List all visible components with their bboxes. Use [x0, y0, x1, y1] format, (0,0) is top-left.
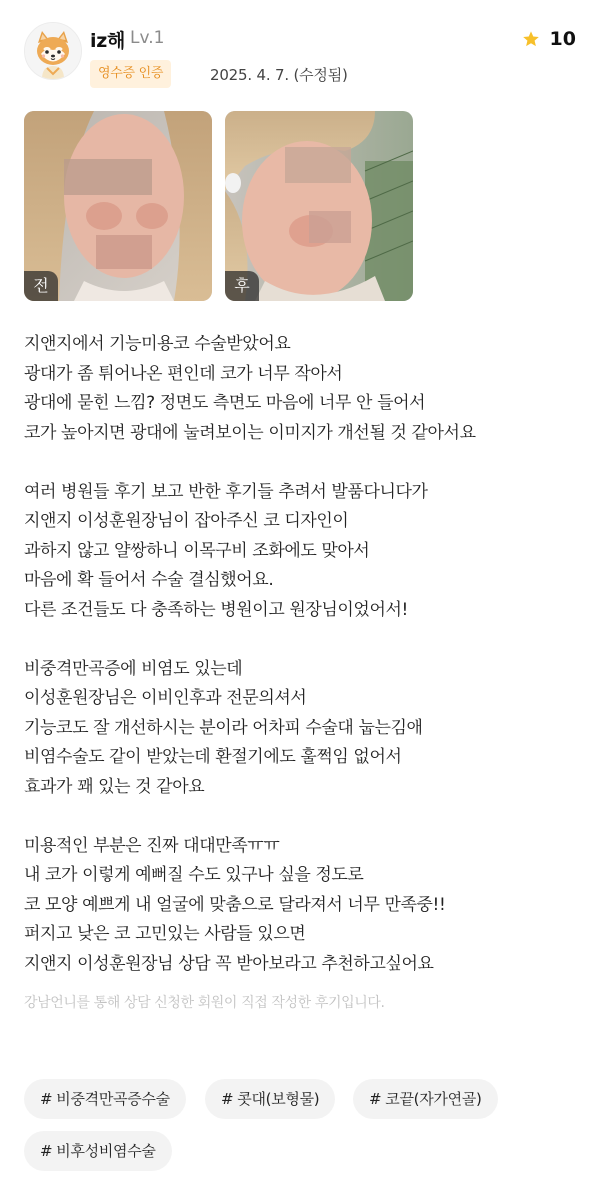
review-paragraph — [24, 832, 576, 980]
rating — [522, 28, 576, 50]
hash-icon: # — [369, 1090, 382, 1108]
review-paragraph — [24, 478, 576, 626]
after-photo[interactable] — [225, 111, 413, 301]
review-line: 비염수술도 같이 받았는데 환절기에도 훌쩍임 없어서 — [24, 747, 402, 767]
review-line: 미용적인 부분은 진짜 대대만족ㅠㅠ — [24, 835, 280, 856]
review-footnote: 강남언니를 통해 상담 신청한 회원이 직접 작성한 후기입니다. — [24, 995, 385, 1011]
review-line: 광대가 좀 튀어나온 편인데 코가 너무 작아서 — [24, 363, 343, 384]
review-line: 과하지 않고 얄쌍하니 이목구비 조화에도 맞아서 — [24, 540, 370, 561]
review-header — [24, 22, 576, 92]
tag-chip[interactable] — [24, 1131, 172, 1171]
author-name[interactable]: iz해 — [90, 30, 126, 52]
review-line: 지앤지에서 기능미용코 수술받았어요 — [24, 334, 291, 354]
tag-label: 코끝(자가연골) — [385, 1090, 482, 1108]
shiba-dog-avatar[interactable] — [24, 22, 82, 80]
before-label: 전 — [24, 271, 58, 301]
review-line: 마음에 확 들어서 수술 결심했어요. — [24, 570, 274, 590]
tag-chip[interactable] — [353, 1079, 498, 1119]
review-paragraph — [24, 655, 576, 803]
review-text — [24, 330, 576, 979]
rating-value: 10 — [549, 28, 576, 50]
review-line: 광대에 묻힌 느낌? 정면도 측면도 마음에 너무 안 들어서 — [24, 393, 426, 413]
review-paragraph — [24, 330, 576, 448]
hash-icon: # — [40, 1142, 53, 1160]
review-line: 여러 병원들 후기 보고 반한 후기들 추려서 발품다니다가 — [24, 481, 428, 502]
review-line: 기능코도 잘 개선하시는 분이라 어차피 수술대 눕는김애 — [24, 717, 423, 738]
tag-chip[interactable] — [205, 1079, 335, 1119]
tag-chip[interactable] — [24, 1079, 186, 1119]
hash-icon: # — [40, 1090, 53, 1108]
tag-label: 콧대(보형물) — [237, 1090, 320, 1108]
tag-label: 비중격만곡증수술 — [56, 1090, 170, 1108]
tag-label: 비후성비염수술 — [56, 1142, 156, 1160]
review-line: 퍼지고 낮은 코 고민있는 사람들 있으면 — [24, 924, 306, 944]
review-line: 효과가 꽤 있는 것 같아요 — [24, 776, 205, 797]
author-level: Lv.1 — [130, 28, 165, 48]
before-photo[interactable] — [24, 111, 212, 301]
review-date: 2025. 4. 7. (수정됨) — [210, 66, 348, 84]
hash-icon: # — [221, 1090, 234, 1108]
review-line: 지앤지 이성훈원장님이 잡아주신 코 디자인이 — [24, 511, 349, 531]
receipt-verified-badge: 영수증 인증 — [90, 60, 171, 88]
review-line: 코 모양 예쁘게 내 얼굴에 맞춤으로 달라져서 너무 만족중!! — [24, 894, 446, 915]
review-line: 비중격만곡증에 비염도 있는데 — [24, 658, 243, 679]
review-line: 내 코가 이렇게 예뻐질 수도 있구나 싶을 정도로 — [24, 865, 364, 885]
review-line: 이성훈원장님은 이비인후과 전문의셔서 — [24, 688, 307, 708]
review-line: 지앤지 이성훈원장님 상담 꼭 받아보라고 추천하고싶어요 — [24, 953, 434, 974]
review-line: 코가 높아지면 광대에 눌려보이는 이미지가 개선될 것 같아서요 — [24, 422, 476, 443]
after-label: 후 — [225, 271, 259, 301]
star-icon — [522, 30, 540, 48]
review-line: 다른 조건들도 다 충족하는 병원이고 원장님이었어서! — [24, 599, 408, 620]
